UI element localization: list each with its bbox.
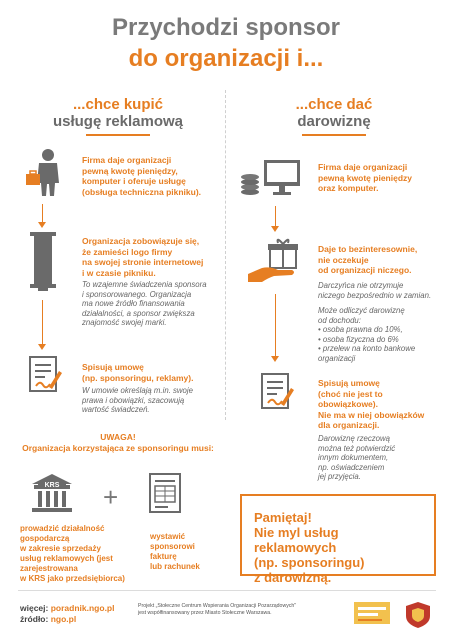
left-step3-text — [82, 362, 222, 383]
page-title-line1: Przychodzi sponsor — [111, 14, 341, 41]
contract-icon — [260, 372, 296, 412]
text-line: dla organizacji. — [318, 420, 380, 430]
right-heading-line2: darowiznę — [297, 113, 371, 130]
left-heading-underline — [86, 134, 150, 136]
right-step3-note — [318, 434, 446, 482]
text-line: lub rachunek — [150, 562, 200, 571]
text-line: wartość świadczeń. — [82, 405, 150, 415]
text-line: obowiązkowe). — [318, 399, 378, 409]
text-line: na swojej stronie internetowej — [82, 257, 204, 267]
text-line: Spisują umowę — [318, 378, 380, 388]
text-line: pewną kwotę pieniędzy — [318, 172, 412, 183]
footer-more-link[interactable]: poradnik.ngo.pl — [50, 603, 115, 613]
warning-title: UWAGA! — [100, 432, 136, 442]
contract-icon — [28, 355, 64, 395]
text-line: działalności, a sponsor zwiększa — [82, 308, 195, 318]
text-line: wystawić — [150, 532, 186, 541]
project-line: Projekt „Stołeczne Centrum Wspierania Organizacji Pozarządowych" — [138, 603, 297, 609]
text-line: To wzajemne świadczenia sponsora — [82, 280, 207, 289]
invoice-icon — [148, 472, 184, 514]
remember-box — [240, 494, 436, 585]
text-line: Darowiznę rzeczową — [318, 434, 390, 443]
project-note — [138, 603, 338, 617]
text-line: prawa i obowiązki, szacowują — [82, 395, 185, 405]
remember-line: (np. sponsoringu) — [254, 555, 365, 570]
plus-sign: + — [103, 482, 119, 512]
column-divider — [225, 90, 226, 420]
krs-building-icon — [30, 472, 74, 514]
page-title-line2: do organizacji i... — [128, 45, 324, 72]
project-line: jest współfinansowany przez Miasto Stołeczne Warszawa. — [138, 610, 272, 616]
text-line: Spisują umowę — [82, 362, 144, 372]
text-line: (choć nie jest to — [318, 388, 383, 399]
text-line: Firma daje organizacji — [318, 162, 408, 172]
text-line: oraz komputer. — [318, 183, 379, 193]
text-line: prowadzić działalność — [20, 524, 105, 533]
text-line: od dochodu: — [318, 315, 361, 325]
text-line: usług reklamowych (jest — [20, 554, 113, 563]
warning-subtitle: Organizacja korzystająca ze sponsoringu musi: — [22, 443, 214, 453]
text-line: gospodarczą — [20, 534, 70, 543]
text-line: Daje to bezinteresownie, — [318, 244, 418, 254]
right-heading-line1: ...chce dać — [295, 96, 373, 113]
text-line: innym dokumentem, — [318, 453, 389, 463]
right-step1-text — [318, 162, 444, 194]
right-step2-text — [318, 244, 444, 276]
text-line: znajomość swojej marki. — [82, 318, 167, 328]
text-line: sponsorowi — [150, 542, 195, 551]
text-line: W umowie określają m.in. swoje — [82, 386, 193, 395]
text-line: pewną kwotę pieniędzy, — [82, 165, 178, 176]
remember-line: Pamiętaj! — [254, 510, 312, 525]
footer-source-label: źródło: — [20, 614, 49, 624]
warning-item1 — [20, 524, 140, 584]
text-line: jej przyjęcia. — [318, 472, 361, 482]
text-line: Organizacja zobowiązuje się, — [82, 236, 200, 246]
krs-label: KRS — [38, 482, 66, 489]
left-heading-line2: usługę reklamową — [52, 113, 184, 130]
text-line: Nie ma w niej obowiązków — [318, 409, 425, 420]
gift-hand-icon — [248, 238, 304, 284]
text-line: organizacji — [318, 353, 356, 363]
footer-source — [20, 614, 114, 625]
text-line: niczego bezpośrednio w zamian. — [318, 290, 432, 300]
footer-more — [20, 603, 114, 614]
text-line: (obsługa techniczna pikniku). — [82, 186, 202, 197]
text-line: (np. sponsoringu, reklamy). — [82, 372, 194, 383]
footer-source-link[interactable]: ngo.pl — [50, 614, 77, 624]
warning-heading — [20, 432, 216, 454]
left-heading-line1: ...chce kupić — [72, 96, 164, 113]
right-step2-note2 — [318, 306, 446, 364]
footer-links — [20, 603, 114, 625]
text-line: nie oczekuje — [318, 254, 369, 265]
warning-item2 — [150, 532, 224, 572]
text-line: komputer i oferuje usługę — [82, 176, 186, 186]
text-line: zarejestrowana — [20, 564, 78, 573]
text-line: Firma daje organizacji — [82, 155, 172, 165]
right-step3-text — [318, 378, 446, 431]
text-line: i sponsorowanego. Organizacja — [82, 289, 192, 299]
text-line: w KRS jako przedsiębiorca) — [20, 574, 125, 583]
text-line: • osoba fizyczna do 6% — [318, 334, 399, 344]
footer-divider — [18, 590, 436, 591]
text-line: Może odliczyć darowiznę — [318, 306, 405, 315]
text-line: • osoba prawna do 10%, — [318, 325, 403, 335]
text-line: Darczyńca nie otrzymuje — [318, 281, 404, 290]
text-line: od organizacji niczego. — [318, 265, 412, 275]
right-heading — [236, 96, 432, 136]
remember-line: Nie myl usług reklamowych — [254, 525, 339, 555]
text-line: fakturę — [150, 552, 177, 561]
left-step2-note — [82, 280, 222, 328]
remember-line: z darowizną. — [254, 570, 332, 585]
left-step1-text — [82, 155, 220, 197]
text-line: • przelew na konto bankowe — [318, 344, 416, 354]
text-line: że zamieści logo firmy — [82, 246, 173, 257]
businessman-icon — [22, 148, 68, 198]
text-line: ma nowe źródło finansowania — [82, 299, 185, 309]
scwop-logo — [352, 598, 392, 630]
text-line: np. oświadczeniem — [318, 462, 385, 472]
left-heading — [20, 96, 216, 136]
banner-icon — [28, 232, 58, 292]
text-line: można też potwierdzić — [318, 443, 396, 453]
text-line: w zakresie sprzedaży — [20, 544, 101, 553]
text-line: i w czasie pikniku. — [82, 267, 156, 278]
right-step2-note1 — [318, 281, 446, 300]
left-step2-text — [82, 236, 222, 278]
left-step3-note — [82, 386, 222, 415]
right-heading-underline — [302, 134, 366, 136]
footer-more-label: więcej: — [20, 603, 49, 613]
coins-computer-icon — [240, 158, 302, 198]
warszawa-crest-logo — [400, 598, 436, 630]
